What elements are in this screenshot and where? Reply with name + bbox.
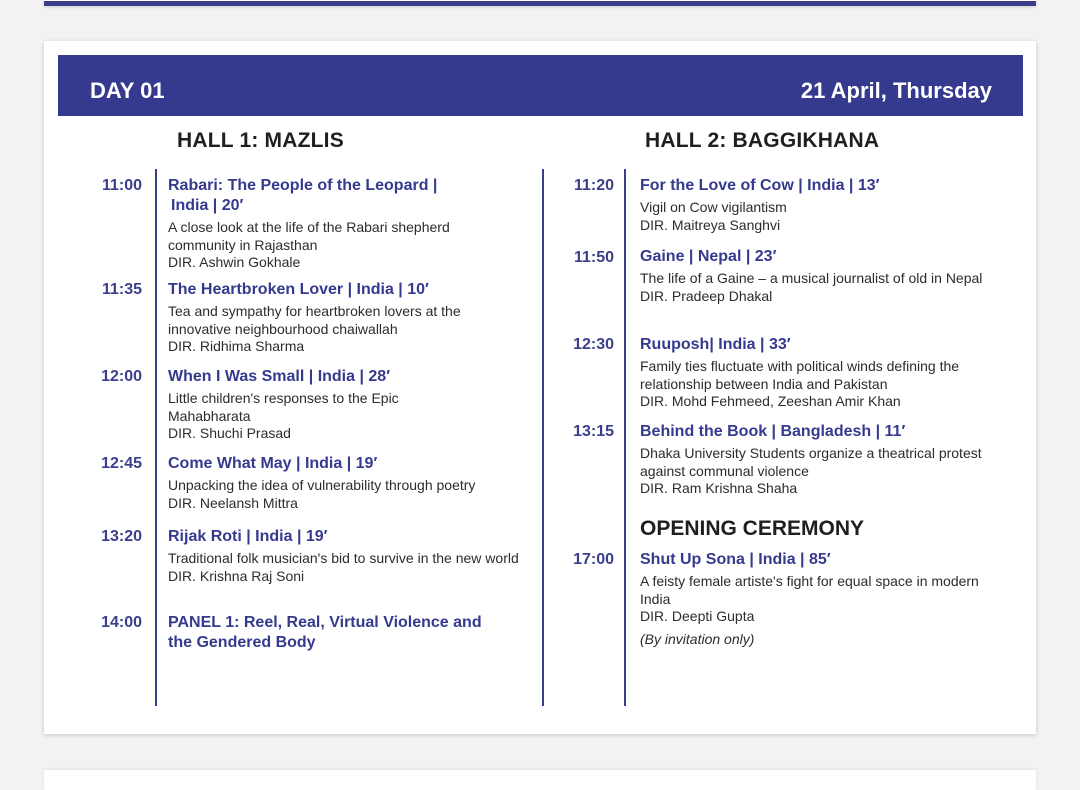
next-card-edge xyxy=(44,770,1036,790)
film-entry xyxy=(168,280,508,356)
film-description: A feisty female artiste's fight for equal space in modern India xyxy=(640,573,979,607)
film-description: A close look at the life of the Rabari shepherd community in Rajasthan xyxy=(168,219,450,253)
film-description: The life of a Gaine – a musical journalist of old in Nepal xyxy=(640,270,983,286)
hall2-time: 11:20 xyxy=(573,177,614,194)
hall1-time: 12:00 xyxy=(101,368,142,385)
film-entry xyxy=(640,247,990,305)
schedule-card xyxy=(44,41,1036,734)
hall2-time: 12:30 xyxy=(573,336,614,353)
opening-ceremony-heading: OPENING CEREMONY xyxy=(640,517,865,540)
hall2-timeline xyxy=(624,169,626,706)
film-director: DIR. Krishna Raj Soni xyxy=(168,567,305,584)
film-title[interactable]: Come What May | India | 19′ xyxy=(168,455,378,472)
previous-card-bar xyxy=(44,1,1036,6)
film-entry xyxy=(168,454,538,512)
film-entry xyxy=(640,422,990,498)
hall2-time: 11:50 xyxy=(573,249,614,266)
film-entry xyxy=(168,367,468,443)
film-description: Dhaka University Students organize a theatrical protest against communal violence xyxy=(640,445,982,479)
panel-title[interactable]: PANEL 1: Reel, Real, Virtual Violence and the Gendered Body xyxy=(168,614,482,651)
film-title-line: Rabari: The People of the Leopard | xyxy=(168,177,438,194)
film-director: DIR. Ridhima Sharma xyxy=(168,338,305,354)
film-title[interactable]: Rijak Roti | India | 19′ xyxy=(168,528,328,545)
hall1-time: 12:45 xyxy=(101,455,142,472)
film-title[interactable]: When I Was Small | India | 28′ xyxy=(168,368,391,385)
film-description: Little children's responses to the Epic Mahabharata xyxy=(168,390,399,424)
film-title[interactable] xyxy=(168,176,508,216)
film-director: DIR. Shuchi Prasad xyxy=(168,425,291,441)
film-director: DIR. Pradeep Dhakal xyxy=(640,287,773,304)
film-description: Unpacking the idea of vulnerability through poetry xyxy=(168,477,476,493)
film-entry xyxy=(168,527,538,585)
day-header xyxy=(58,55,1023,116)
hall1-time: 11:35 xyxy=(101,281,142,298)
hall2-title: HALL 2: BAGGIKHANA xyxy=(645,129,880,152)
film-entry xyxy=(640,335,1000,411)
film-description: Tea and sympathy for heartbroken lovers at the innovative neighbourhood chaiwallah xyxy=(168,303,461,337)
film-description: Vigil on Cow vigilantism xyxy=(640,199,787,215)
film-entry xyxy=(640,176,990,234)
film-title[interactable]: Shut Up Sona | India | 85′ xyxy=(640,551,831,568)
film-title-line: India | 20′ xyxy=(171,197,244,214)
previous-card-edge xyxy=(44,0,1036,6)
day-label: DAY 01 xyxy=(90,78,165,103)
film-title[interactable]: The Heartbroken Lover | India | 10′ xyxy=(168,281,429,298)
film-director: DIR. Mohd Fehmeed, Zeeshan Amir Khan xyxy=(640,393,901,409)
film-title[interactable]: Gaine | Nepal | 23′ xyxy=(640,248,777,265)
date-label: 21 April, Thursday xyxy=(800,78,992,103)
film-director: DIR. Maitreya Sanghvi xyxy=(640,216,781,233)
film-title[interactable]: Ruuposh| India | 33′ xyxy=(640,336,791,353)
film-title[interactable]: Behind the Book | Bangladesh | 11′ xyxy=(640,423,906,440)
hall2-time: 17:00 xyxy=(573,551,614,568)
film-description: Family ties fluctuate with political winds defining the relationship between India and Pakistan xyxy=(640,358,960,392)
film-director: DIR. Deepti Gupta xyxy=(640,608,755,624)
film-director: DIR. Ashwin Gokhale xyxy=(168,254,301,270)
hall1-time: 14:00 xyxy=(101,614,142,631)
film-director: DIR. Ram Krishna Shaha xyxy=(640,480,798,496)
film-title[interactable]: For the Love of Cow | India | 13′ xyxy=(640,177,880,194)
hall1-time: 13:20 xyxy=(101,528,142,545)
hall1-timeline xyxy=(155,169,157,706)
hall2-time: 13:15 xyxy=(573,423,614,440)
hall1-time: 11:00 xyxy=(101,177,142,194)
invitation-note: (By invitation only) xyxy=(640,630,755,647)
film-entry xyxy=(640,550,990,648)
film-entry xyxy=(168,176,508,272)
hall1-title: HALL 1: MAZLIS xyxy=(177,129,344,152)
panel-entry xyxy=(168,613,508,653)
film-director: DIR. Neelansh Mittra xyxy=(168,494,298,511)
film-description: Traditional folk musician's bid to survive in the new world xyxy=(168,550,519,566)
